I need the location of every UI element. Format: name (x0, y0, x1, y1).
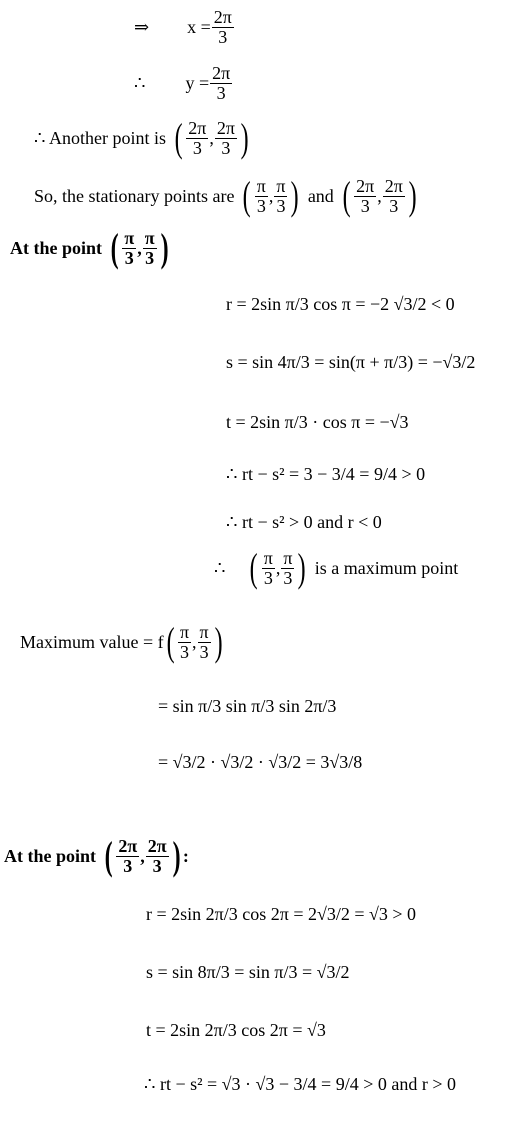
r-equation-2: r = 2sin 2π/3 cos 2π = 2√3/2 = √3 > 0 (146, 904, 417, 924)
maximum-value-label: Maximum value = f ( $\frac{\pi}{3}$ , $\frac{\pi}{3}$ ) (20, 619, 223, 664)
heading-point-2pi-3: At the point ( $\frac{2\pi}{3}$ , $\frac{2\pi}{3}$ ) : (4, 833, 189, 878)
condition-1: ∴ rt − s² > 0 and r < 0 (226, 512, 382, 532)
point-one: ( $\frac{\pi}{3}$ , $\frac{\pi}{3}$ ) (243, 173, 300, 218)
discriminant-1: ∴ rt − s² = 3 − 3/4 = 9/4 > 0 (226, 464, 426, 484)
fraction: $\frac{2\pi}{3}$ (212, 63, 231, 103)
t-equation-2: t = 2sin 2π/3 cos 2π = √3 (146, 1020, 326, 1040)
maximum-conclusion: ∴ ( $\frac{\pi}{3}$ , $\frac{\pi}{3}$ ) is a maximum point (214, 545, 459, 590)
implies-symbol: ⇒ (134, 16, 150, 37)
therefore-symbol: ∴ (134, 72, 146, 93)
point-coordinates: ( $\frac{2\pi}{3}$ , $\frac{2\pi}{3}$ ) (174, 115, 249, 160)
fraction: $\frac{2\pi}{3}$ (213, 7, 232, 47)
line-y-value (134, 64, 233, 103)
s-equation-1: s = sin 4π/3 = sin(π + π/3) = −√3/2 (226, 352, 476, 372)
line-another-point (34, 115, 251, 160)
maximum-value-step-2: = √3/2 · √3/2 · √3/2 = 3√3/8 (158, 752, 363, 772)
point-coordinates: ( $\frac{\pi}{3}$ , $\frac{\pi}{3}$ ) (110, 225, 169, 270)
and-word: and (307, 185, 334, 206)
line-x-value (134, 8, 235, 47)
lhs: x = (187, 16, 211, 37)
heading-text: At the point (10, 237, 103, 258)
heading-point-pi-3 (10, 225, 171, 270)
t-equation-1: t = 2sin π/3 · cos π = −√3 (226, 412, 409, 432)
point-two: ( $\frac{2\pi}{3}$ , $\frac{2\pi}{3}$ ) (342, 173, 417, 218)
r-equation-1: r = 2sin π/3 cos π = −2 √3/2 < 0 (226, 294, 455, 314)
discriminant-2: ∴ rt − s² = √3 · √3 − 3/4 = 9/4 > 0 and r > 0 (144, 1074, 456, 1094)
line-stationary-points (34, 173, 419, 218)
s-equation-2: s = sin 8π/3 = sin π/3 = √3/2 (146, 962, 350, 982)
maximum-value-step-1: = sin π/3 sin π/3 sin 2π/3 (158, 696, 337, 716)
statement-text: So, the stationary points are (34, 185, 235, 206)
statement-text: ∴ Another point is (34, 127, 166, 148)
lhs: y = (185, 72, 210, 93)
